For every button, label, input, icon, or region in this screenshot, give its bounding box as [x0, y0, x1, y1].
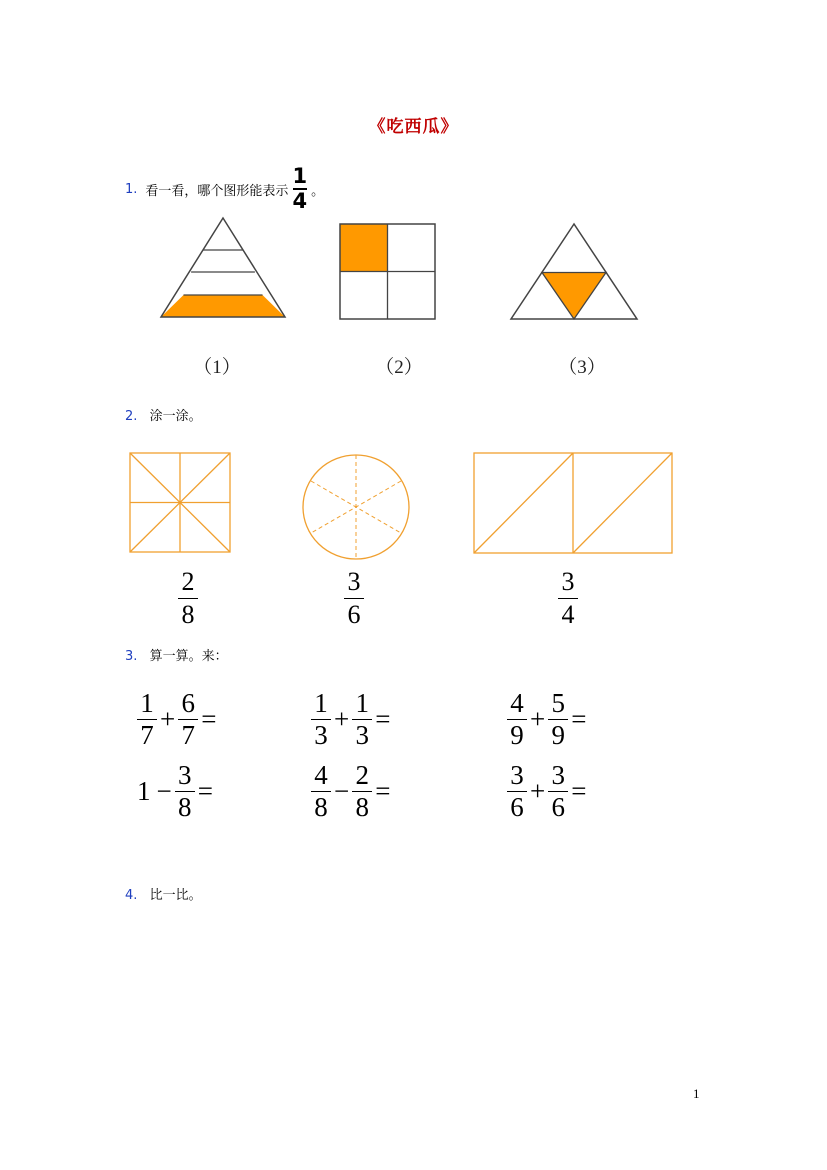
q2-circle-sixths-shape[interactable]: [300, 452, 412, 562]
question-4-number: 4: [125, 888, 134, 903]
question-4-dot: .: [133, 888, 138, 903]
fraction-numerator: 1: [292, 164, 308, 188]
fraction-denominator: 9: [510, 720, 524, 750]
question-1-text: 看一看，哪个图形能表示: [145, 183, 289, 199]
expression-5: [311, 762, 393, 821]
fraction-b: [175, 762, 195, 821]
expression-3: [507, 690, 589, 749]
q2-fraction-3: [558, 569, 578, 628]
expression-4: [137, 762, 216, 821]
fraction-denominator: 6: [510, 792, 524, 822]
q2-fraction-1: [178, 569, 198, 628]
question-1-fraction: [292, 166, 307, 212]
question-1-end: 。: [311, 183, 325, 199]
fraction-denominator: 8: [355, 792, 369, 822]
q1-triangle-bands-figure: [158, 216, 290, 322]
whole-number: 1: [137, 776, 151, 806]
q1-triangle-center-figure: [508, 221, 640, 322]
fraction-bar: [344, 598, 364, 599]
fraction-denominator: 6: [347, 600, 361, 629]
shaded-quarter: [340, 224, 387, 271]
operator: +: [160, 704, 176, 734]
figure-label-2: （2）: [375, 357, 423, 378]
fraction-numerator: 3: [177, 760, 192, 790]
fraction-bar: [558, 598, 578, 599]
fraction-denominator: 3: [355, 720, 369, 750]
fraction-b: [548, 690, 568, 749]
fraction-a: [137, 690, 157, 749]
equals-sign: =: [375, 776, 391, 806]
fraction-denominator: 6: [551, 792, 565, 822]
page-number: 1: [693, 1086, 700, 1101]
operator: +: [530, 776, 546, 806]
fraction-numerator: 3: [510, 760, 524, 790]
divider-line: [573, 453, 672, 553]
fraction-numerator: 5: [551, 688, 565, 718]
fraction-numerator: 1: [140, 688, 154, 718]
equals-sign: =: [201, 704, 217, 734]
fraction-numerator: 1: [314, 688, 328, 718]
expression-1: [137, 690, 219, 749]
question-4: [125, 884, 202, 903]
q2-rectangle-quarters-shape[interactable]: [472, 451, 674, 555]
fraction-numerator: 6: [181, 688, 195, 718]
q1-square-quarters-figure: [338, 222, 438, 321]
fraction-numerator: 2: [181, 567, 195, 596]
fraction-denominator: 7: [140, 720, 154, 750]
shaded-band: [161, 295, 285, 317]
fraction-numerator: 3: [551, 760, 565, 790]
operator: −: [334, 776, 350, 806]
fraction-numerator: 1: [355, 688, 369, 718]
figure-label-1: （1）: [193, 357, 241, 378]
fraction-denominator: 4: [292, 189, 308, 213]
q2-square-eighths-shape[interactable]: [128, 451, 232, 554]
fraction-denominator: 9: [551, 720, 565, 750]
fraction-denominator: 3: [314, 720, 328, 750]
fraction-b: [352, 762, 372, 821]
equals-sign: =: [197, 776, 213, 806]
equals-sign: =: [375, 704, 391, 734]
fraction-denominator: 8: [314, 792, 328, 822]
shaded-center-triangle: [542, 273, 606, 320]
page-title: 《吃西瓜》: [368, 117, 459, 137]
fraction-denominator: 4: [561, 600, 575, 629]
question-2-dot: .: [133, 409, 138, 424]
operator: −: [156, 776, 172, 806]
fraction-numerator: 2: [355, 760, 369, 790]
operator: +: [530, 704, 546, 734]
question-3-number: 3: [125, 649, 134, 664]
fraction-a: [311, 762, 331, 821]
q2-fraction-2: [344, 569, 364, 628]
fraction-b: [178, 690, 198, 749]
question-1-dot: .: [133, 181, 138, 197]
fraction-a: [507, 762, 527, 821]
question-3-text: 算一算。来：: [149, 649, 228, 664]
fraction-a: [311, 690, 331, 749]
operator: +: [334, 704, 350, 734]
fraction-b: [352, 690, 372, 749]
fraction-denominator: 8: [181, 600, 195, 629]
fraction-b: [548, 762, 568, 821]
equals-sign: =: [571, 776, 587, 806]
question-3: [125, 645, 228, 664]
fraction-numerator: 4: [510, 688, 524, 718]
fraction-denominator: 7: [181, 720, 195, 750]
expression-6: [507, 762, 589, 821]
equals-sign: =: [571, 704, 587, 734]
expression-2: [311, 690, 393, 749]
fraction-denominator: 8: [177, 792, 192, 822]
question-2: [125, 405, 202, 424]
fraction-a: [507, 690, 527, 749]
question-3-dot: .: [133, 649, 138, 664]
question-4-text: 比一比。: [149, 888, 202, 903]
fraction-bar: [178, 598, 198, 599]
fraction-numerator: 3: [347, 567, 361, 596]
fraction-numerator: 4: [314, 760, 328, 790]
fraction-numerator: 3: [561, 567, 575, 596]
question-1: [125, 166, 324, 212]
question-2-number: 2: [125, 409, 134, 424]
question-2-text: 涂一涂。: [149, 409, 202, 424]
figure-label-3: （3）: [558, 357, 606, 378]
question-1-number: 1: [125, 181, 134, 197]
divider-line: [474, 453, 573, 553]
